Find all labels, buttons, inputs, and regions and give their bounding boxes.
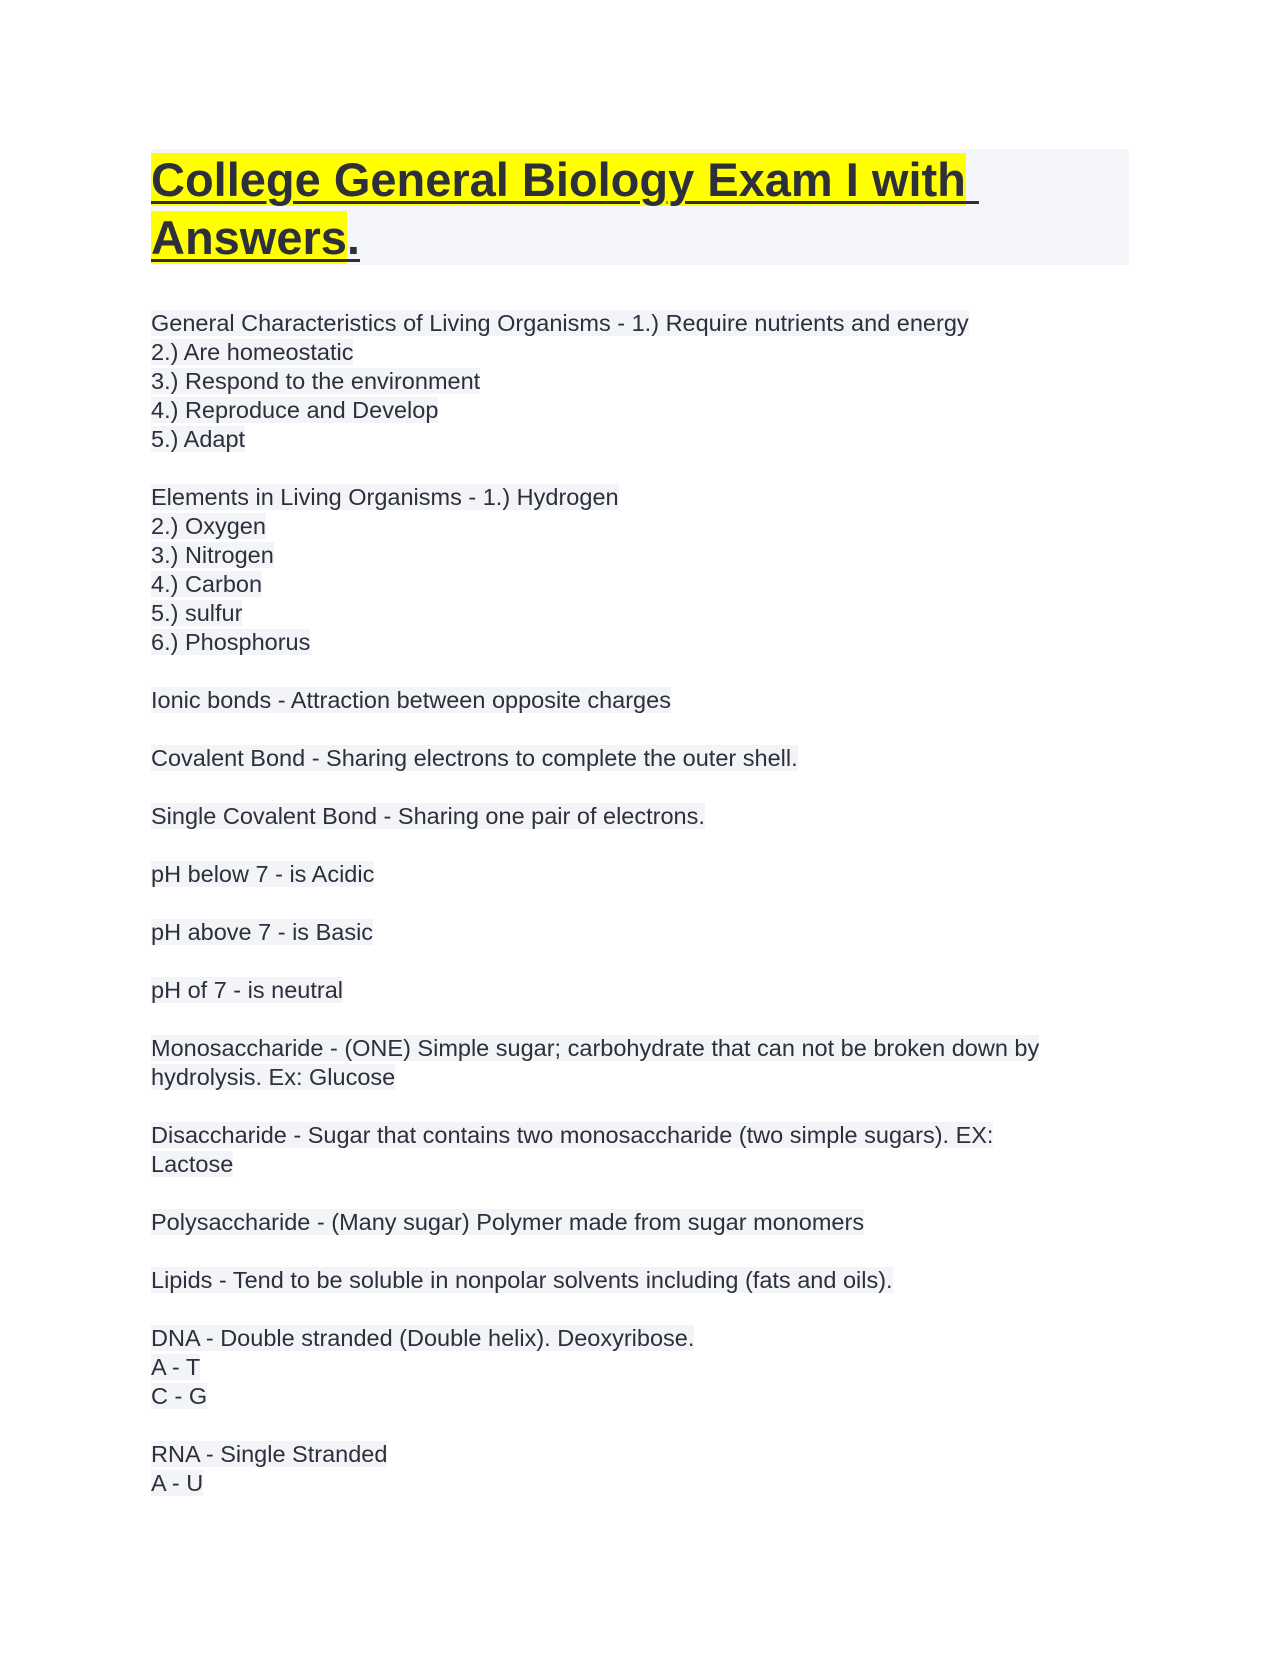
text-line-content: pH below 7 - is Acidic [151,861,375,887]
text-line-content: Lipids - Tend to be soluble in nonpolar solvents including (fats and oils). [151,1267,893,1293]
content-block [151,1208,1129,1237]
text-line [151,1150,1129,1179]
text-line-content: 6.) Phosphorus [151,629,311,655]
text-line-content: hydrolysis. Ex: Glucose [151,1064,396,1090]
content-block [151,1121,1129,1179]
text-line-content: 2.) Oxygen [151,513,266,539]
text-line [151,686,1129,715]
title-line-1: College General Biology Exam I with [151,153,966,206]
document-title [151,149,1129,267]
text-line-content: 2.) Are homeostatic [151,339,354,365]
text-line [151,1121,1129,1150]
text-line [151,1440,1129,1469]
content-block [151,1324,1129,1411]
title-period: . [346,211,360,264]
text-line [151,425,1129,454]
content-block [151,976,1129,1005]
content-block [151,1440,1129,1498]
text-line [151,309,1129,338]
text-line [151,483,1129,512]
content-block [151,918,1129,947]
text-line-content: 4.) Carbon [151,571,263,597]
text-line [151,918,1129,947]
text-line-content: Covalent Bond - Sharing electrons to complete the outer shell. [151,745,798,771]
document-content [151,309,1129,1498]
text-line [151,1034,1129,1063]
text-line [151,744,1129,773]
content-block [151,686,1129,715]
text-line-content: Disaccharide - Sugar that contains two monosaccharide (two simple sugars). EX: [151,1122,994,1148]
text-line-content: Lactose [151,1151,234,1177]
text-line [151,570,1129,599]
text-line-content: RNA - Single Stranded [151,1441,388,1467]
text-line-content: Elements in Living Organisms - 1.) Hydrogen [151,484,619,510]
text-line [151,976,1129,1005]
text-line [151,396,1129,425]
title-box [151,149,1129,265]
text-line [151,1382,1129,1411]
content-block [151,1034,1129,1092]
content-block [151,483,1129,657]
text-line [151,1324,1129,1353]
text-line [151,541,1129,570]
text-line-content: A - T [151,1354,201,1380]
text-line-content: 4.) Reproduce and Develop [151,397,439,423]
text-line [151,802,1129,831]
text-line [151,1353,1129,1382]
text-line [151,512,1129,541]
content-block [151,860,1129,889]
text-line-content: 3.) Respond to the environment [151,368,481,394]
text-line [151,1208,1129,1237]
text-line-content: C - G [151,1383,208,1409]
text-line-content: 5.) sulfur [151,600,243,626]
text-line [151,860,1129,889]
text-line-content: pH above 7 - is Basic [151,919,374,945]
text-line [151,367,1129,396]
text-line-content: DNA - Double stranded (Double helix). Deoxyribose. [151,1325,695,1351]
text-line [151,1469,1129,1498]
content-block [151,744,1129,773]
text-line [151,599,1129,628]
content-block [151,309,1129,454]
content-block [151,802,1129,831]
text-line-content: pH of 7 - is neutral [151,977,344,1003]
text-line-content: Polysaccharide - (Many sugar) Polymer made from sugar monomers [151,1209,865,1235]
text-line-content: 5.) Adapt [151,426,246,452]
text-line-content: Ionic bonds - Attraction between opposite charges [151,687,671,713]
text-line-content: A - U [151,1470,204,1496]
document-page [151,149,1129,1527]
content-block [151,1266,1129,1295]
text-line [151,1266,1129,1295]
text-line-content: Single Covalent Bond - Sharing one pair of electrons. [151,803,705,829]
text-line-content: General Characteristics of Living Organisms - 1.) Require nutrients and energy [151,310,969,336]
text-line [151,338,1129,367]
text-line-content: 3.) Nitrogen [151,542,274,568]
text-line [151,628,1129,657]
text-line-content: Monosaccharide - (ONE) Simple sugar; carbohydrate that can not be broken down by [151,1035,1040,1061]
title-line-2: Answers [151,211,347,264]
text-line [151,1063,1129,1092]
